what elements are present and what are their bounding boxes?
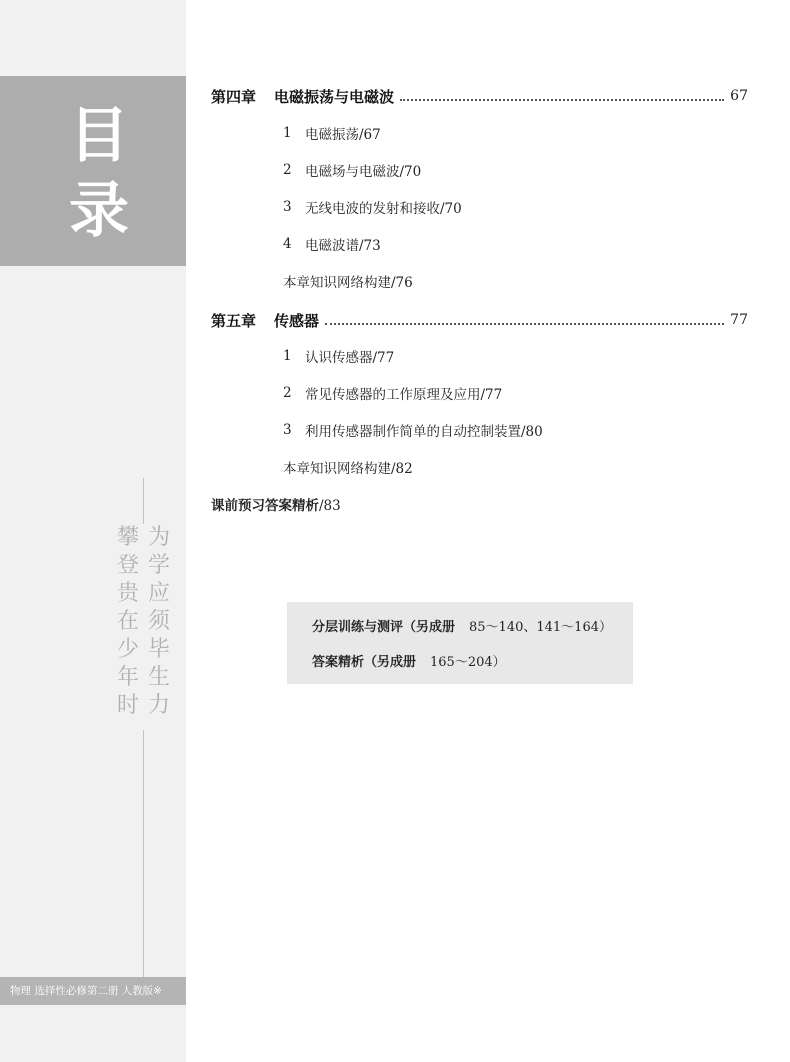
dot-leader xyxy=(325,323,724,325)
chapter-5-name: 传感器 xyxy=(274,311,320,330)
booklet-pages: 165～204） xyxy=(430,655,506,670)
motto-char: 登 xyxy=(116,553,139,578)
motto-right-column xyxy=(145,524,173,720)
motto-char: 少 xyxy=(116,637,139,662)
section-title: 电磁波谱/73 xyxy=(305,238,381,254)
section-title: 电磁振荡/67 xyxy=(305,127,381,143)
motto-char: 力 xyxy=(147,693,170,718)
section-title: 利用传感器制作简单的自动控制装置/80 xyxy=(305,424,543,440)
section-number: 1 xyxy=(283,125,292,141)
chapter-4-summary[interactable]: 本章知识网络构建/76 xyxy=(283,275,413,291)
book-footer-label: 物理 选择性必修第二册 人教版※ xyxy=(0,977,186,1005)
toc-title-block xyxy=(0,76,186,266)
motto-char: 为 xyxy=(147,525,170,550)
section-number: 2 xyxy=(283,385,292,401)
motto-char: 年 xyxy=(116,665,139,690)
chapter-5-summary[interactable]: 本章知识网络构建/82 xyxy=(283,461,413,477)
chapter-4-label: 第四章 xyxy=(211,87,257,106)
motto-divider-top xyxy=(143,478,144,524)
section-title: 无线电波的发射和接收/70 xyxy=(305,201,462,217)
booklet-label: 答案精析（另成册 xyxy=(312,655,417,670)
section-row[interactable] xyxy=(283,160,421,180)
motto-char: 贵 xyxy=(116,581,139,606)
preview-answers-label: 课前预习答案精析 xyxy=(211,498,319,514)
section-number: 4 xyxy=(283,236,292,252)
preview-answers-page: /83 xyxy=(319,498,341,514)
motto-divider-bottom xyxy=(143,730,144,977)
motto-char: 须 xyxy=(147,609,170,634)
toc-title-char-2: 录 xyxy=(69,176,129,246)
chapter-5-page: 77 xyxy=(730,312,748,328)
booklet-pages: 85～140、141～164） xyxy=(469,620,612,635)
chapter-5-row[interactable] xyxy=(211,308,748,332)
preview-answers-row[interactable] xyxy=(211,494,341,514)
section-title: 常见传感器的工作原理及应用/77 xyxy=(305,387,503,403)
toc-title-char-1: 目 xyxy=(69,101,129,171)
chapter-5-label: 第五章 xyxy=(211,311,257,330)
section-row[interactable] xyxy=(283,123,381,143)
motto-char: 攀 xyxy=(116,525,139,550)
section-row[interactable] xyxy=(283,383,502,403)
section-number: 3 xyxy=(283,199,292,215)
section-row[interactable] xyxy=(283,346,394,366)
motto-char: 生 xyxy=(147,665,170,690)
dot-leader xyxy=(400,99,724,101)
motto-char: 毕 xyxy=(147,637,170,662)
motto-char: 时 xyxy=(116,693,139,718)
motto-left-column xyxy=(114,524,142,720)
booklet-line-practice[interactable] xyxy=(312,616,612,635)
section-number: 2 xyxy=(283,162,292,178)
section-number: 1 xyxy=(283,348,292,364)
chapter-4-row[interactable] xyxy=(211,84,748,108)
section-row[interactable] xyxy=(283,420,543,440)
section-row[interactable] xyxy=(283,234,381,254)
booklet-line-answers[interactable] xyxy=(312,651,506,670)
chapter-4-page: 67 xyxy=(730,88,748,104)
motto-char: 在 xyxy=(116,609,139,634)
section-row[interactable] xyxy=(283,197,462,217)
motto-char: 应 xyxy=(147,581,170,606)
section-title: 认识传感器/77 xyxy=(305,350,395,366)
section-title: 电磁场与电磁波/70 xyxy=(305,164,422,180)
motto-char: 学 xyxy=(147,553,170,578)
section-number: 3 xyxy=(283,422,292,438)
chapter-4-name: 电磁振荡与电磁波 xyxy=(274,87,395,106)
separate-booklets-box xyxy=(287,602,633,684)
booklet-label: 分层训练与测评（另成册 xyxy=(312,620,456,635)
